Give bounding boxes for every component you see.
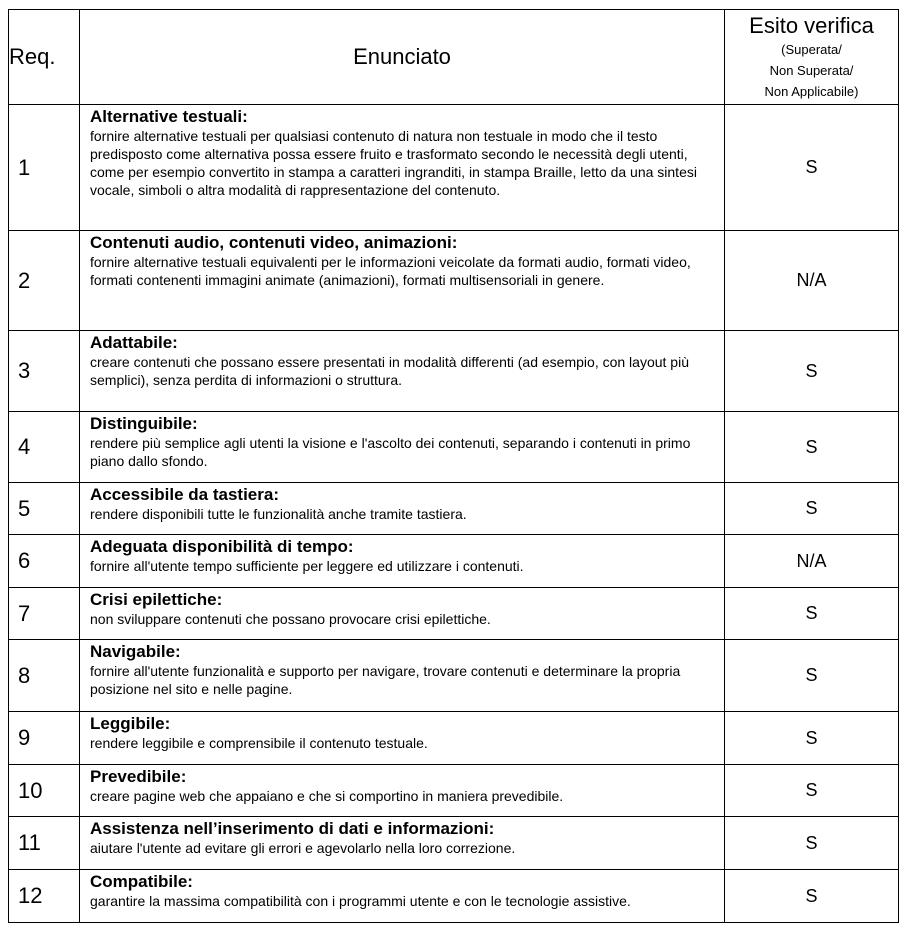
requirement-title: Assistenza nell’inserimento di dati e informazioni: [90,819,495,838]
header-row [9,10,899,105]
verification-result: S [725,483,899,535]
requirement-description: non sviluppare contenuti che possano provocare crisi epilettiche. [90,611,491,627]
requirement-title: Distinguibile: [90,414,198,433]
requirement-title: Crisi epilettiche: [90,590,223,609]
requirement-description: rendere leggibile e comprensibile il contenuto testuale. [90,735,428,751]
verification-result: S [725,412,899,483]
req-number: 2 [9,231,80,331]
requirement-cell [80,331,725,412]
table-row [9,105,899,231]
req-number: 5 [9,483,80,535]
requirement-cell [80,870,725,923]
req-number: 6 [9,535,80,588]
header-esito-option: Non Applicabile) [764,83,859,99]
table-row [9,817,899,870]
requirement-cell [80,588,725,640]
requirement-description: fornire all'utente funzionalità e supporto per navigare, trovare contenuti e determinare la propria posizione nel sito e nelle pagine. [90,663,681,697]
req-number: 1 [9,105,80,231]
table-row [9,483,899,535]
table-body [9,105,899,923]
requirement-cell [80,640,725,712]
requirement-cell [80,535,725,588]
table-row [9,712,899,765]
requirement-title: Alternative testuali: [90,107,248,126]
header-enunciato: Enunciato [80,10,725,105]
requirement-cell [80,412,725,483]
requirement-cell [80,765,725,817]
header-esito [725,10,899,105]
requirement-cell [80,105,725,231]
requirement-description: creare contenuti che possano essere presentati in modalità differenti (ad esempio, con layout più semplici), senza perdita di informazioni o struttura. [90,354,689,388]
verification-result: S [725,640,899,712]
requirement-description: fornire all'utente tempo sufficiente per leggere ed utilizzare i contenuti. [90,558,524,574]
req-number: 10 [9,765,80,817]
requirement-description: creare pagine web che appaiano e che si comportino in maniera prevedibile. [90,788,564,804]
verification-result: N/A [725,535,899,588]
requirement-title: Accessibile da tastiera: [90,485,279,504]
header-esito-option: Non Superata/ [769,62,854,78]
requirements-table [8,9,899,923]
requirement-description: aiutare l'utente ad evitare gli errori e agevolarlo nella loro correzione. [90,840,516,856]
req-number: 7 [9,588,80,640]
requirement-title: Navigabile: [90,642,181,661]
requirement-title: Leggibile: [90,714,171,733]
header-esito-title: Esito verifica [749,12,874,38]
requirement-title: Compatibile: [90,872,193,891]
table-row [9,588,899,640]
verification-result: N/A [725,231,899,331]
requirement-cell [80,231,725,331]
requirement-cell [80,483,725,535]
req-number: 12 [9,870,80,923]
requirement-cell [80,817,725,870]
requirement-description: fornire alternative testuali per qualsiasi contenuto di natura non testuale in modo che il testo predisposto come alternativa possa essere fruito e trasformato secondo le necessità degli utenti, come per esempio convertito in stampa a caratteri ingranditi, in stampa Braille, letto da una sintesi vocale, simboli o altra modalità di rappresentazione del contenuto. [90,128,697,198]
verification-result: S [725,817,899,870]
verification-result: S [725,870,899,923]
table-row [9,870,899,923]
table-row [9,640,899,712]
header-esito-option: (Superata/ [781,41,842,57]
verification-result: S [725,765,899,817]
requirement-description: rendere più semplice agli utenti la visione e l'ascolto dei contenuti, separando i contenuti in primo piano dallo sfondo. [90,435,691,469]
requirement-description: garantire la massima compatibilità con i programmi utente e con le tecnologie assistive. [90,893,631,909]
table-row [9,412,899,483]
req-number: 3 [9,331,80,412]
req-number: 9 [9,712,80,765]
table-row [9,765,899,817]
requirement-cell [80,712,725,765]
requirement-description: rendere disponibili tutte le funzionalità anche tramite tastiera. [90,506,467,522]
req-number: 11 [9,817,80,870]
requirement-description: fornire alternative testuali equivalenti per le informazioni veicolate da formati audio, formati video, formati contenenti immagini animate (animazioni), formati multisensoriali in genere. [90,254,691,288]
verification-result: S [725,712,899,765]
verification-result: S [725,105,899,231]
table-row [9,535,899,588]
table-row [9,231,899,331]
table-row [9,331,899,412]
verification-result: S [725,331,899,412]
req-number: 4 [9,412,80,483]
requirement-title: Adeguata disponibilità di tempo: [90,537,354,556]
req-number: 8 [9,640,80,712]
requirement-title: Contenuti audio, contenuti video, animazioni: [90,233,458,252]
requirement-title: Adattabile: [90,333,178,352]
verification-result: S [725,588,899,640]
header-req: Req. [9,10,80,105]
requirement-title: Prevedibile: [90,767,187,786]
